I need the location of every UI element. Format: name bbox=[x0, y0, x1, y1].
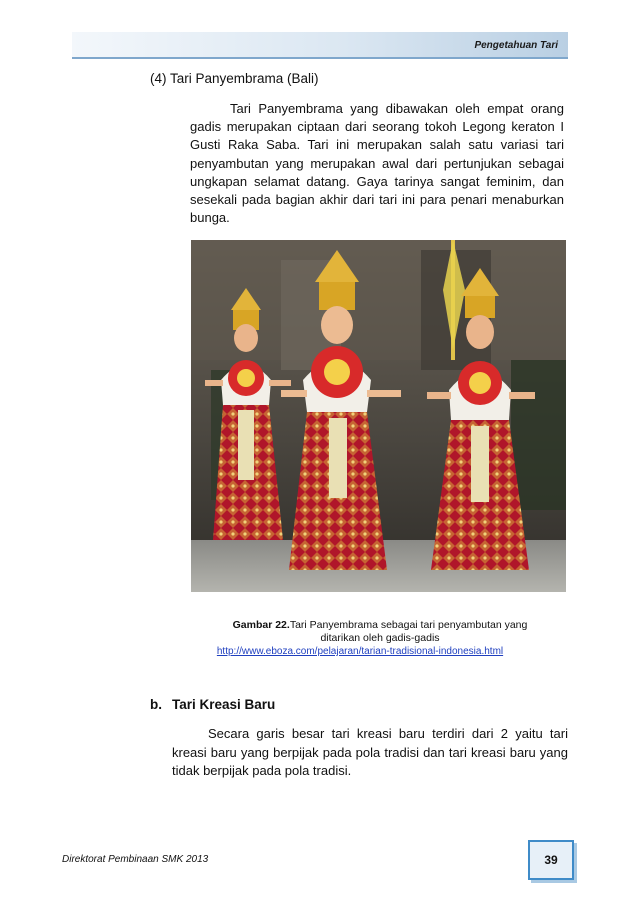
figure-caption-line2: ditarikan oleh gadis-gadis bbox=[320, 632, 440, 644]
subsection-heading bbox=[150, 697, 275, 712]
page-number: 39 bbox=[544, 853, 558, 867]
subsection-paragraph: Secara garis besar tari kreasi baru terdiri dari 2 yaitu tari kreasi baru yang berpijak pada pola tradisi dan tari kreasi baru yang tidak berpijak pada pola tradisi. bbox=[172, 726, 568, 778]
section-heading: (4) Tari Panyembrama (Bali) bbox=[150, 71, 319, 86]
page-header bbox=[72, 32, 568, 59]
figure-caption bbox=[180, 619, 580, 645]
dancers-photo bbox=[191, 240, 566, 592]
figure-label: Gambar 22. bbox=[232, 619, 290, 631]
figure-caption-line1: Tari Panyembrama sebagai tari penyambutan yang bbox=[289, 619, 528, 631]
figure-source-link[interactable]: http://www.eboza.com/pelajaran/tarian-tradisional-indonesia.html bbox=[216, 646, 504, 657]
header-title: Pengetahuan Tari bbox=[474, 40, 558, 51]
page-number-box bbox=[528, 840, 574, 880]
subsection-marker: b. bbox=[150, 697, 162, 712]
footer-publisher: Direktorat Pembinaan SMK 2013 bbox=[62, 854, 209, 865]
subsection-title: Tari Kreasi Baru bbox=[172, 697, 276, 712]
section-paragraph: Tari Panyembrama yang dibawakan oleh empat orang gadis merupakan ciptaan dari seorang tokoh Legong keraton I Gusti Raka Saba. Tari ini merupakan salah satu variasi tari penyambutan yang merupakan awal dari pertunjukan sebagai ungkapan selamat datang. Gaya tarinya sangat feminim, dan sesekali pada bagian akhir dari tari ini para penari menaburkan bunga. bbox=[190, 101, 564, 226]
